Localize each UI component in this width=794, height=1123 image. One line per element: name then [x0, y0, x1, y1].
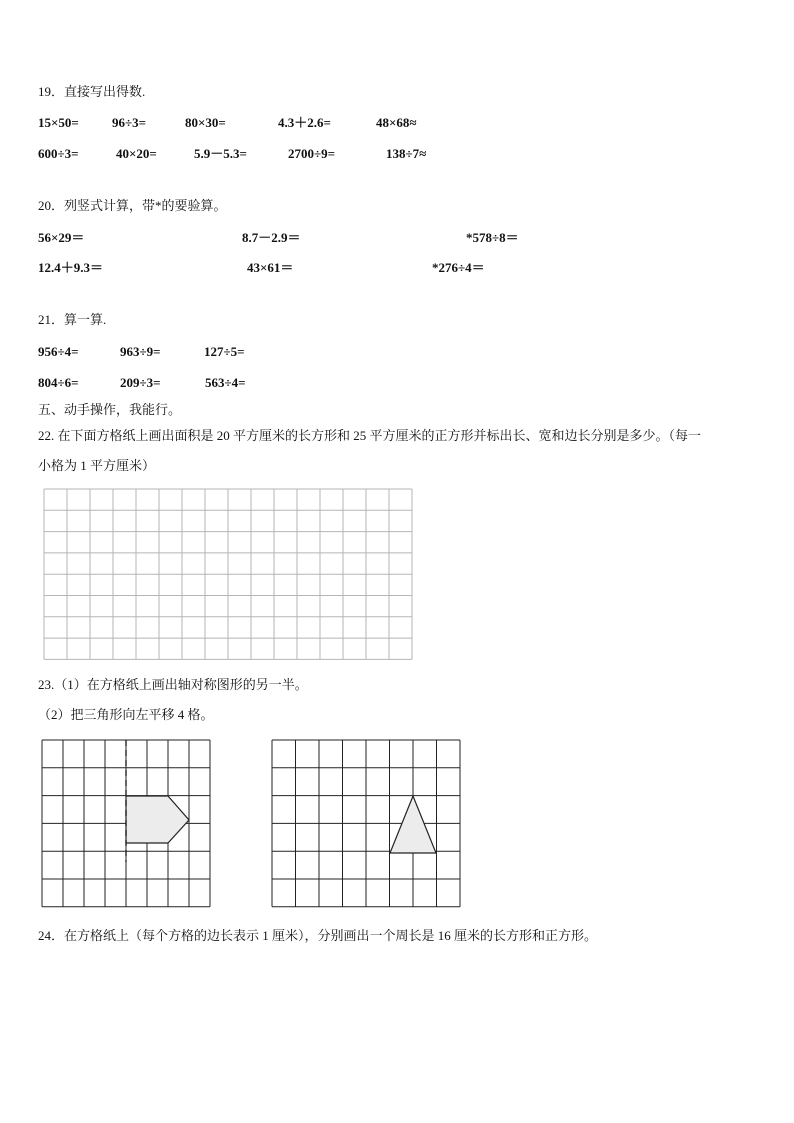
- q22-text: 22. 在下面方格纸上画出面积是 20 平方厘米的长方形和 25 平方厘米的正方形并标出长、宽和边长分别是多少。（每一: [38, 428, 702, 443]
- q20-item: 12.4＋9.3＝: [38, 260, 104, 275]
- q19-item: 80×30=: [185, 115, 226, 130]
- q21-item: 963÷9=: [120, 344, 161, 359]
- q24-text: 24．在方格纸上（每个方格的边长表示 1 厘米），分别画出一个周长是 16 厘米的长方形和正方形。: [38, 928, 598, 943]
- q20-item: 8.7－2.9＝: [242, 230, 301, 245]
- q20-title: 20．列竖式计算，带*的要验算。: [38, 198, 227, 213]
- q21-item: 956÷4=: [38, 344, 79, 359]
- triangle-shape: [390, 796, 436, 853]
- q21-item: 209÷3=: [120, 375, 161, 390]
- q19-item: 48×68≈: [376, 115, 417, 130]
- q21-item: 127÷5=: [204, 344, 245, 359]
- q19-item: 96÷3=: [112, 115, 147, 130]
- half-shape: [126, 796, 189, 843]
- q19-item: 4.3＋2.6=: [278, 115, 331, 130]
- q21-item: 563÷4=: [205, 375, 246, 390]
- q23-part2: （2）把三角形向左平移 4 格。: [38, 707, 214, 722]
- q23-part1: 23.（1）在方格纸上画出轴对称图形的另一半。: [38, 677, 308, 692]
- q19-item: 40×20=: [116, 146, 157, 161]
- q19-item: 5.9－5.3=: [194, 146, 247, 161]
- q19-item: 2700÷9=: [288, 146, 336, 161]
- q19-item: 15×50=: [38, 115, 79, 130]
- q19-item: 600÷3=: [38, 146, 79, 161]
- q20-item: *276÷4＝: [432, 260, 485, 275]
- q19-title: 19．直接写出得数.: [38, 84, 146, 99]
- q21-item: 804÷6=: [38, 375, 79, 390]
- q21-title: 21．算一算.: [38, 312, 107, 327]
- q20-item: 43×61＝: [247, 260, 294, 275]
- section-heading: 五、动手操作，我能行。: [38, 402, 182, 417]
- q20-item: *578÷8＝: [466, 230, 519, 245]
- q22-text: 小格为 1 平方厘米）: [38, 458, 156, 473]
- q19-item: 138÷7≈: [386, 146, 427, 161]
- q20-item: 56×29＝: [38, 230, 85, 245]
